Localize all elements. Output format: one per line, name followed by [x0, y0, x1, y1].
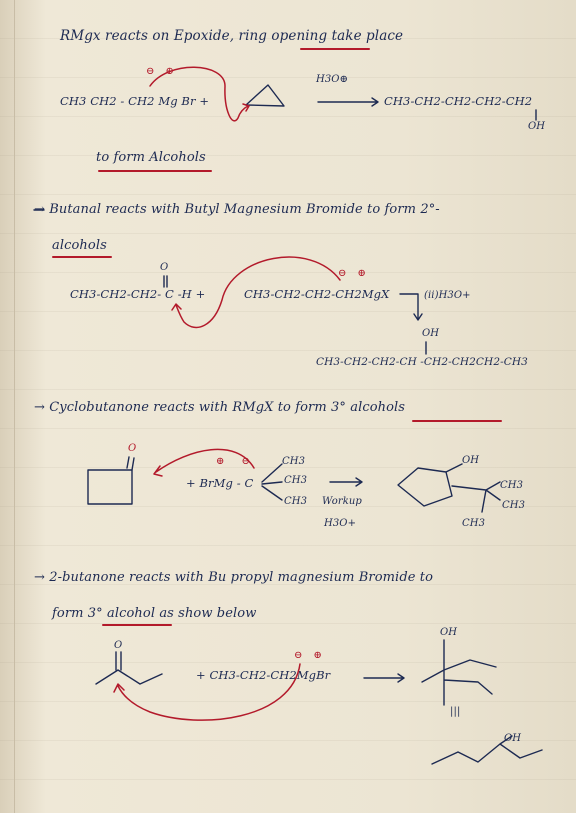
carbonyl-bond — [127, 457, 134, 470]
conclusion-underline — [98, 170, 212, 172]
grignard-reactant: CH3-CH2-CH2-CH2MgX — [244, 287, 390, 301]
alcohols-underline — [52, 256, 112, 258]
grignard-reagent: + CH3-CH2-CH2MgBr — [196, 668, 331, 682]
heading-underline — [300, 48, 370, 50]
product-skeleton — [432, 736, 542, 764]
alcohol-product: CH3-CH2-CH2-CH2-CH2 — [384, 94, 533, 108]
reagent-label: H3O⊕ — [316, 74, 349, 85]
tertbutyl-bonds — [262, 464, 282, 500]
butanone-heading: → 2-butanone reacts with Bu propyl magnesium Bromide to — [34, 570, 434, 585]
methyl-group: CH3 — [502, 500, 526, 511]
reaction-arrow — [330, 478, 362, 486]
oh-group: OH — [440, 627, 458, 638]
charge-symbols: ⊕ ⊖ — [216, 456, 257, 467]
charge-symbols: ⊖ ⊕ — [146, 66, 178, 77]
epoxide-ring — [246, 85, 284, 106]
butanal-heading: → Butanal reacts with Butyl Magnesium Bromide to form 2°- — [34, 202, 440, 217]
oh-group: OH — [504, 733, 522, 744]
methyl-group: CH3 — [284, 496, 308, 507]
charge-symbols: ⊖ ⊕ — [338, 268, 370, 279]
butanone-heading-cont: form 3° alcohol as show below — [52, 606, 257, 621]
product-skeleton — [422, 640, 496, 705]
epoxide-heading: RMgx reacts on Epoxide, ring opening take place — [60, 28, 404, 44]
alcohols-underline — [412, 420, 502, 422]
workup-reagent: H3O+ — [324, 518, 357, 529]
methyl-group: CH3 — [284, 475, 308, 486]
workup-label: Workup — [322, 496, 362, 507]
methyl-group: CH3 — [500, 480, 524, 491]
conclusion-text: to form Alcohols — [96, 150, 206, 165]
reagent-label: (ii)H3O+ — [424, 290, 471, 301]
charge-symbols: ⊖ ⊕ — [294, 650, 326, 661]
cyclopentane-ring — [398, 468, 452, 506]
grignard-reactant: CH3 CH2 - CH2 Mg Br + — [60, 94, 210, 108]
product-bonds — [446, 464, 500, 512]
reaction-arrow — [318, 98, 378, 106]
carbonyl-oxygen: O — [128, 443, 137, 454]
margin-line — [14, 0, 15, 813]
reaction-arrow — [364, 674, 404, 682]
cyclobutanone-ring — [88, 470, 132, 504]
carbonyl-oxygen: O — [114, 640, 123, 651]
carbonyl-oxygen: O — [160, 262, 169, 273]
carbonyl-bond — [164, 276, 167, 287]
butanone-skeleton — [96, 670, 162, 684]
oh-group: OH — [422, 328, 440, 339]
butanal-heading-cont: alcohols — [52, 238, 107, 253]
secondary-alcohol-product: CH3-CH2-CH2-CH -CH2-CH2CH2-CH3 — [316, 356, 528, 368]
aldehyde-reactant: CH3-CH2-CH2- C -H + — [70, 287, 206, 301]
methyl-group: CH3 — [462, 518, 486, 529]
oh-group: OH — [528, 121, 546, 132]
equivalent-sign: ||| — [450, 706, 461, 717]
methyl-group: CH3 — [282, 456, 306, 467]
grignard-reagent: + BrMg - C — [186, 476, 254, 490]
alcohol-underline — [102, 624, 172, 626]
reaction-arrow — [400, 294, 422, 320]
cyclobutanone-heading: → Cyclobutanone reacts with RMgX to form 3° alcohols — [34, 400, 406, 415]
carbonyl-bond — [116, 652, 121, 670]
oh-group: OH — [462, 455, 480, 466]
